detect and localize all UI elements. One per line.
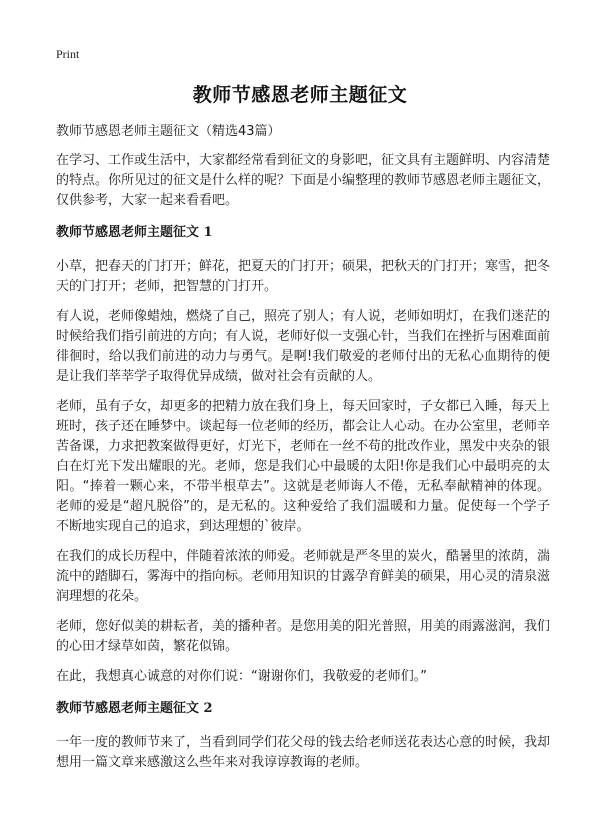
paragraph: 有人说，老师像蜡烛，燃烧了自己，照亮了别人；有人说，老师如明灯，在我们迷茫的时候给我们指引前进的方向；有人说，老师好似一支强心针，当我们在挫折与困难面前徘徊时，给以我们前进的动力与勇气。是啊!我们敬爱的老师付出的无私心血期待的便是让我们莘莘学子取得优异成绩，做对社会有贡献的人。 (56, 309, 551, 384)
article-subtitle: 教师节感恩老师主题征文（精选43篇） (56, 124, 281, 139)
section-heading-1: 教师节感恩老师主题征文 1 (56, 225, 213, 240)
intro-paragraph: 在学习、工作或生活中，大家都经常看到征文的身影吧，征文具有主题鲜明、内容清楚的特点。你所见过的征文是什么样的呢？下面是小编整理的教师节感恩老师主题征文，仅供参考，大家一起来看看吧。 (56, 153, 551, 208)
print-link[interactable]: Print (56, 47, 80, 61)
paragraph: 老师，您好似美的耕耘者，美的播种者。是您用美的阳光普照，用美的雨露滋润，我们的心田才绿草如茵，繁花似锦。 (56, 619, 551, 654)
page-title: 教师节感恩老师主题征文 (192, 84, 408, 106)
paragraph: 一年一度的教师节来了，当看到同学们花父母的钱去给老师送花表达心意的时候，我却想用一篇文章来感激这么些年来对我谆谆教诲的老师。 (56, 735, 551, 770)
section-heading-2: 教师节感恩老师主题征文 2 (56, 701, 213, 716)
paragraph: 老师，虽有子女，却更多的把精力放在我们身上，每天回家时，子女都已入睡，每天上班时，孩子还在睡梦中。谈起每一位老师的经历，都会让人心动。在办公室里，老师辛苦备课，力求把教案做得更好，灯光下，老师在一丝不苟的批改作业，黑发中夹杂的银白在灯光下发出耀眼的光。老师，您是我们心中最暖的太阳!你是我们心中最明亮的太阳。“捧着一颗心来，不带半根草去”。这就是老师诲人不倦，无私奉献精神的体现。老师的爱是“超凡脱俗”的，是无私的。这种爱给了我们温暖和力量。促使每一个学子不断地实现自己的追求，到达理想的`彼岸。 (56, 399, 551, 534)
paragraph: 小草，把春天的门打开；鲜花，把夏天的门打开；硕果，把秋天的门打开；寒雪，把冬天的门打开；老师，把智慧的门打开。 (56, 259, 551, 294)
article-body (56, 122, 550, 783)
paragraph: 在我们的成长历程中，伴随着浓浓的师爱。老师就是严冬里的炭火，酷暑里的浓荫，湍流中的踏脚石，雾海中的指向标。老师用知识的甘露孕育鲜美的硕果，用心灵的清泉滋润理想的花朵。 (56, 549, 551, 604)
paragraph: 在此，我想真心诚意的对你们说：“谢谢你们，我敬爱的老师们。” (56, 669, 427, 684)
